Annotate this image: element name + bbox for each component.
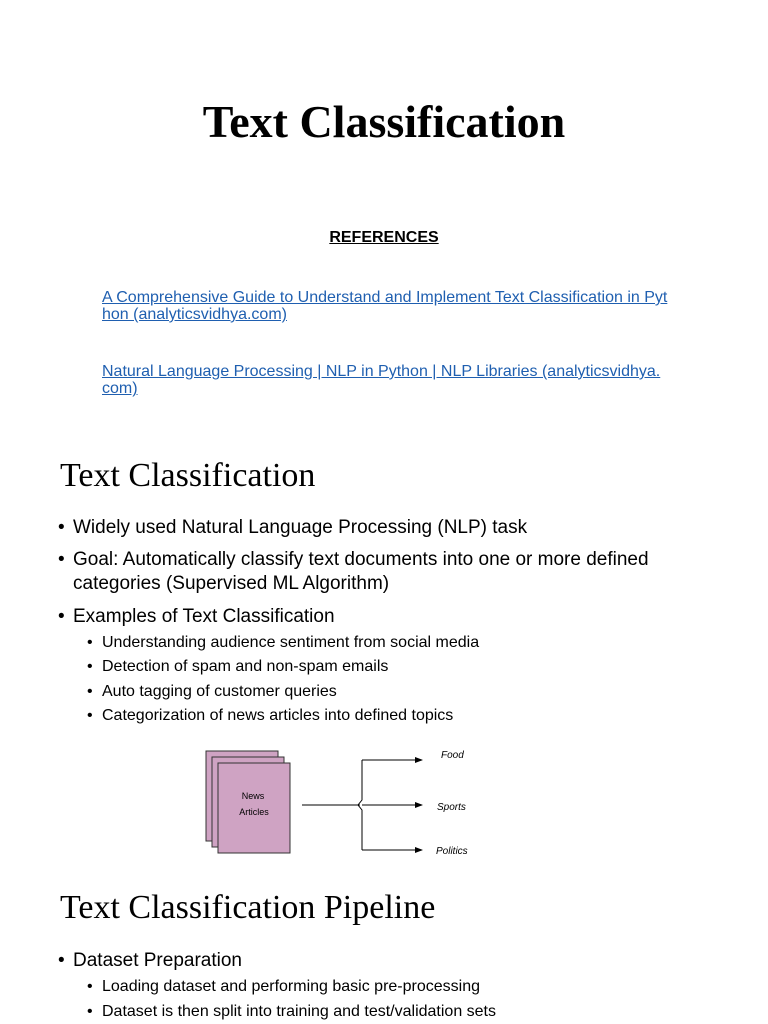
sub-bullet-item bbox=[87, 657, 727, 677]
bullet-dot: • bbox=[87, 1003, 93, 1020]
classification-diagram bbox=[200, 740, 500, 865]
sub-bullet-text: Loading dataset and performing basic pre-processing bbox=[102, 978, 481, 995]
bullet-text: Examples of Text Classification bbox=[73, 606, 335, 627]
bullet-dot: • bbox=[58, 606, 65, 627]
section-title-pipeline: Text Classification Pipeline bbox=[60, 889, 436, 926]
sub-bullet-text: Detection of spam and non-spam emails bbox=[102, 658, 389, 675]
references-heading: REFERENCES bbox=[329, 229, 439, 246]
bullet-dot: • bbox=[87, 658, 93, 675]
bullet-dot: • bbox=[87, 683, 93, 700]
bullet-item bbox=[58, 605, 738, 629]
sub-bullet-text: Auto tagging of customer queries bbox=[102, 683, 337, 700]
sub-bullet-text: Dataset is then split into training and test/validation sets bbox=[102, 1003, 496, 1020]
bullet-item bbox=[58, 548, 738, 596]
sub-bullet-text: Categorization of news articles into defined topics bbox=[102, 707, 454, 724]
sub-bullet-item bbox=[87, 633, 727, 653]
bullet-dot: • bbox=[58, 517, 65, 538]
bullet-dot: • bbox=[87, 978, 93, 995]
sub-bullet-item bbox=[87, 706, 727, 726]
articles-label: Articles bbox=[239, 807, 269, 817]
bullet-dot: • bbox=[58, 950, 65, 971]
reference-link-analyticsvidhya-nlp[interactable]: Natural Language Processing | NLP in Python | NLP Libraries (analyticsvidhya.com) bbox=[102, 363, 661, 397]
target-label-sports: Sports bbox=[437, 802, 466, 813]
news-label: News bbox=[241, 791, 265, 801]
section-title-text-classification: Text Classification bbox=[60, 457, 316, 494]
bullet-text: Dataset Preparation bbox=[73, 950, 242, 971]
sub-bullet-item bbox=[87, 1002, 727, 1022]
bullet-text-continued: categories (Supervised ML Algorithm) bbox=[73, 573, 390, 594]
page-title: Text Classification bbox=[202, 96, 566, 147]
sub-bullet-item bbox=[87, 682, 727, 702]
bullet-item bbox=[58, 949, 738, 973]
bullet-text: Goal: Automatically classify text documents into one or more defined bbox=[73, 549, 649, 570]
bullet-text: Widely used Natural Language Processing (NLP) task bbox=[73, 517, 528, 538]
reference-link-analyticsvidhya-text-classification[interactable]: A Comprehensive Guide to Understand and Implement Text Classification in Python (analyticsvidhya.com) bbox=[102, 289, 668, 323]
bullet-dot: • bbox=[87, 634, 93, 651]
target-label-politics: Politics bbox=[436, 846, 468, 857]
target-label-food: Food bbox=[441, 750, 464, 761]
bullet-dot: • bbox=[58, 549, 65, 570]
sub-bullet-item bbox=[87, 977, 727, 997]
bullet-dot: • bbox=[87, 707, 93, 724]
bullet-item bbox=[58, 516, 738, 540]
sub-bullet-text: Understanding audience sentiment from social media bbox=[102, 634, 480, 651]
